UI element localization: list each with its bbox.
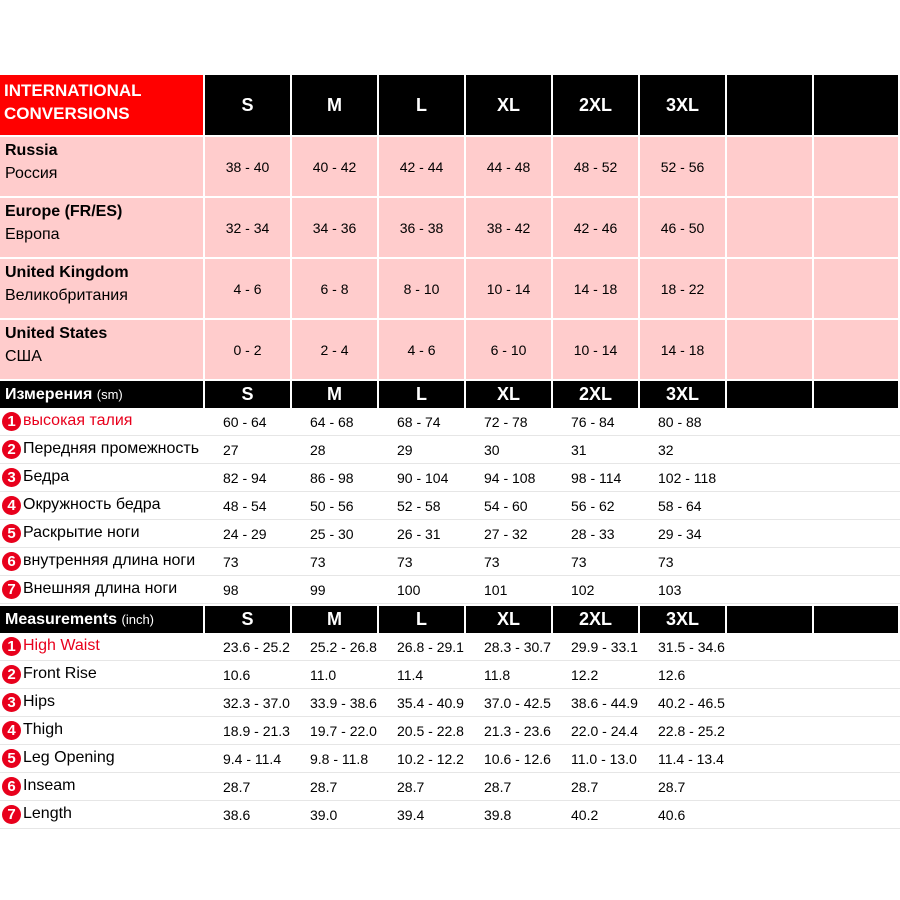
measurement-label — [0, 717, 205, 745]
measurement-value: 40.6 — [640, 801, 727, 829]
measurement-value: 22.0 - 24.4 — [553, 717, 640, 745]
number-badge-icon: 5 — [2, 524, 21, 543]
empty-cell — [814, 492, 900, 520]
measurement-value: 73 — [466, 548, 553, 576]
number-badge-icon: 2 — [2, 665, 21, 684]
empty-cell — [727, 408, 814, 436]
empty-cell — [814, 408, 900, 436]
measurement-row — [0, 745, 900, 773]
number-badge-icon: 2 — [2, 440, 21, 459]
measurement-name: Leg Opening — [23, 749, 115, 766]
measurement-value: 103 — [640, 576, 727, 604]
measurement-name: Окружность бедра — [23, 496, 161, 513]
section-unit: (inch) — [121, 611, 155, 627]
measurement-value: 11.8 — [466, 661, 553, 689]
conversion-value: 42 - 44 — [379, 135, 466, 196]
size-header: S — [205, 604, 292, 633]
size-header: M — [292, 604, 379, 633]
measurement-name: Front Rise — [23, 665, 97, 682]
measurement-value: 94 - 108 — [466, 464, 553, 492]
conversion-value: 40 - 42 — [292, 135, 379, 196]
measurement-value: 27 - 32 — [466, 520, 553, 548]
size-header: L — [379, 604, 466, 633]
conversion-value: 44 - 48 — [466, 135, 553, 196]
empty-cell — [814, 801, 900, 829]
size-header: 3XL — [640, 379, 727, 408]
section-unit: (sm) — [96, 386, 123, 402]
number-badge-icon: 6 — [2, 552, 21, 571]
measurement-value: 11.0 — [292, 661, 379, 689]
measurement-name: Thigh — [23, 721, 64, 738]
measurement-value: 64 - 68 — [292, 408, 379, 436]
measurement-value: 37.0 - 42.5 — [466, 689, 553, 717]
empty-cell — [727, 492, 814, 520]
measurement-value: 25 - 30 — [292, 520, 379, 548]
size-header: 2XL — [553, 379, 640, 408]
measurement-value: 98 - 114 — [553, 464, 640, 492]
measurement-row — [0, 717, 900, 745]
size-header: 3XL — [640, 75, 727, 135]
conversion-value: 14 - 18 — [640, 318, 727, 379]
measurement-value: 32 — [640, 436, 727, 464]
conversion-value: 8 - 10 — [379, 257, 466, 318]
empty-cell — [727, 520, 814, 548]
measurement-value: 33.9 - 38.6 — [292, 689, 379, 717]
measurement-value: 9.8 - 11.8 — [292, 745, 379, 773]
conversion-value: 10 - 14 — [466, 257, 553, 318]
measurement-value: 39.0 — [292, 801, 379, 829]
measurement-value: 28.7 — [553, 773, 640, 801]
empty-header-cell — [814, 604, 900, 633]
region-name-ru: Великобритания — [5, 287, 128, 304]
conversion-value: 18 - 22 — [640, 257, 727, 318]
number-badge-icon: 7 — [2, 805, 21, 824]
measurement-value: 24 - 29 — [205, 520, 292, 548]
empty-cell — [727, 801, 814, 829]
measurement-value: 102 - 118 — [640, 464, 727, 492]
empty-cell — [814, 257, 900, 318]
size-header: M — [292, 75, 379, 135]
size-header: 3XL — [640, 604, 727, 633]
measurement-value: 50 - 56 — [292, 492, 379, 520]
measurement-value: 12.2 — [553, 661, 640, 689]
empty-cell — [727, 257, 814, 318]
conversion-value: 10 - 14 — [553, 318, 640, 379]
size-header: XL — [466, 604, 553, 633]
conversion-value: 38 - 42 — [466, 196, 553, 257]
section-title — [0, 604, 205, 633]
measurement-value: 38.6 - 44.9 — [553, 689, 640, 717]
measurement-name: Раскрытие ноги — [23, 524, 140, 541]
section-title-text: Измерения — [5, 385, 93, 403]
empty-cell — [814, 661, 900, 689]
measurement-value: 20.5 - 22.8 — [379, 717, 466, 745]
measurement-name: Передняя промежность — [23, 440, 200, 457]
measurement-value: 28 - 33 — [553, 520, 640, 548]
measurement-row — [0, 661, 900, 689]
measurement-value: 26 - 31 — [379, 520, 466, 548]
measurement-value: 90 - 104 — [379, 464, 466, 492]
measurement-value: 40.2 - 46.5 — [640, 689, 727, 717]
empty-cell — [727, 464, 814, 492]
conversion-value: 4 - 6 — [205, 257, 292, 318]
measurement-value: 73 — [292, 548, 379, 576]
measurement-label — [0, 408, 205, 436]
size-header: 2XL — [553, 75, 640, 135]
measurement-name: Бедра — [23, 468, 70, 485]
measurement-value: 40.2 — [553, 801, 640, 829]
measurement-value: 29 — [379, 436, 466, 464]
conversion-value: 48 - 52 — [553, 135, 640, 196]
measurement-label — [0, 548, 205, 576]
region-label — [0, 318, 205, 379]
sm-section-header-row — [0, 379, 900, 408]
number-badge-icon: 4 — [2, 721, 21, 740]
empty-header-cell — [727, 604, 814, 633]
measurement-value: 28.7 — [292, 773, 379, 801]
empty-header-cell — [727, 379, 814, 408]
region-name-ru: Россия — [5, 165, 58, 182]
measurement-row — [0, 436, 900, 464]
conversion-value: 36 - 38 — [379, 196, 466, 257]
conversion-row — [0, 257, 900, 318]
measurement-value: 99 — [292, 576, 379, 604]
measurement-value: 86 - 98 — [292, 464, 379, 492]
empty-cell — [727, 661, 814, 689]
number-badge-icon: 7 — [2, 580, 21, 599]
measurement-value: 38.6 — [205, 801, 292, 829]
measurement-name: High Waist — [23, 637, 100, 654]
measurement-value: 73 — [553, 548, 640, 576]
measurement-value: 39.8 — [466, 801, 553, 829]
measurement-value: 48 - 54 — [205, 492, 292, 520]
empty-cell — [727, 745, 814, 773]
empty-cell — [814, 520, 900, 548]
region-label — [0, 135, 205, 196]
measurement-value: 73 — [205, 548, 292, 576]
measurement-value: 30 — [466, 436, 553, 464]
empty-cell — [727, 548, 814, 576]
conversion-value: 0 - 2 — [205, 318, 292, 379]
section-title-text: Measurements — [5, 610, 118, 628]
measurement-row — [0, 689, 900, 717]
size-header: S — [205, 379, 292, 408]
empty-cell — [814, 464, 900, 492]
empty-cell — [814, 548, 900, 576]
measurement-name: Внешняя длина ноги — [23, 580, 178, 597]
measurement-value: 29 - 34 — [640, 520, 727, 548]
measurement-value: 73 — [379, 548, 466, 576]
measurement-value: 25.2 - 26.8 — [292, 633, 379, 661]
measurement-row — [0, 548, 900, 576]
region-name-ru: Европа — [5, 226, 60, 243]
measurement-value: 60 - 64 — [205, 408, 292, 436]
region-name-en: United Kingdom — [5, 264, 129, 281]
measurement-label — [0, 773, 205, 801]
measurement-name: Length — [23, 805, 72, 822]
measurement-value: 28.3 - 30.7 — [466, 633, 553, 661]
conversion-row — [0, 196, 900, 257]
conversion-value: 38 - 40 — [205, 135, 292, 196]
measurement-label — [0, 576, 205, 604]
measurement-value: 101 — [466, 576, 553, 604]
empty-cell — [727, 436, 814, 464]
region-label — [0, 257, 205, 318]
measurement-value: 18.9 - 21.3 — [205, 717, 292, 745]
measurement-label — [0, 745, 205, 773]
empty-cell — [727, 717, 814, 745]
number-badge-icon: 3 — [2, 468, 21, 487]
measurement-value: 102 — [553, 576, 640, 604]
measurement-value: 28.7 — [205, 773, 292, 801]
empty-cell — [727, 689, 814, 717]
conversion-value: 32 - 34 — [205, 196, 292, 257]
empty-cell — [814, 745, 900, 773]
inch-section-header-row — [0, 604, 900, 633]
measurement-value: 82 - 94 — [205, 464, 292, 492]
measurement-value: 22.8 - 25.2 — [640, 717, 727, 745]
empty-cell — [814, 318, 900, 379]
measurement-row — [0, 520, 900, 548]
measurement-value: 19.7 - 22.0 — [292, 717, 379, 745]
empty-cell — [814, 717, 900, 745]
conversion-value: 2 - 4 — [292, 318, 379, 379]
conversion-row — [0, 318, 900, 379]
size-header: XL — [466, 75, 553, 135]
measurement-value: 28.7 — [379, 773, 466, 801]
empty-cell — [727, 318, 814, 379]
measurement-value: 100 — [379, 576, 466, 604]
region-name-en: Europe (FR/ES) — [5, 203, 123, 220]
measurement-name: Hips — [23, 693, 56, 710]
measurement-value: 23.6 - 25.2 — [205, 633, 292, 661]
measurement-name: внутренняя длина ноги — [23, 552, 196, 569]
measurement-row — [0, 633, 900, 661]
measurement-name: Inseam — [23, 777, 76, 794]
size-header: 2XL — [553, 604, 640, 633]
measurement-value: 11.0 - 13.0 — [553, 745, 640, 773]
empty-cell — [814, 689, 900, 717]
measurement-label — [0, 520, 205, 548]
measurement-value: 35.4 - 40.9 — [379, 689, 466, 717]
empty-cell — [814, 436, 900, 464]
measurement-value: 28.7 — [466, 773, 553, 801]
measurement-value: 56 - 62 — [553, 492, 640, 520]
measurement-row — [0, 576, 900, 604]
measurement-value: 9.4 - 11.4 — [205, 745, 292, 773]
region-label — [0, 196, 205, 257]
size-header: S — [205, 75, 292, 135]
conversion-value: 14 - 18 — [553, 257, 640, 318]
number-badge-icon: 3 — [2, 693, 21, 712]
conversion-value: 6 - 8 — [292, 257, 379, 318]
conversion-value: 6 - 10 — [466, 318, 553, 379]
conversion-value: 34 - 36 — [292, 196, 379, 257]
measurement-value: 31.5 - 34.6 — [640, 633, 727, 661]
measurement-value: 10.2 - 12.2 — [379, 745, 466, 773]
measurement-value: 10.6 - 12.6 — [466, 745, 553, 773]
measurement-label — [0, 661, 205, 689]
measurement-value: 32.3 - 37.0 — [205, 689, 292, 717]
measurement-value: 31 — [553, 436, 640, 464]
number-badge-icon: 4 — [2, 496, 21, 515]
region-name-en: Russia — [5, 142, 58, 159]
region-name-en: United States — [5, 325, 108, 342]
measurement-label — [0, 464, 205, 492]
measurement-row — [0, 801, 900, 829]
measurement-value: 28.7 — [640, 773, 727, 801]
empty-cell — [727, 196, 814, 257]
empty-header-cell — [727, 75, 814, 135]
measurement-row — [0, 408, 900, 436]
number-badge-icon: 1 — [2, 412, 21, 431]
empty-cell — [727, 135, 814, 196]
region-name-ru: США — [5, 348, 42, 365]
empty-cell — [727, 633, 814, 661]
conversion-value: 4 - 6 — [379, 318, 466, 379]
measurement-value: 21.3 - 23.6 — [466, 717, 553, 745]
measurement-value: 76 - 84 — [553, 408, 640, 436]
measurement-value: 11.4 - 13.4 — [640, 745, 727, 773]
measurement-value: 54 - 60 — [466, 492, 553, 520]
measurement-value: 39.4 — [379, 801, 466, 829]
measurement-row — [0, 464, 900, 492]
measurement-label — [0, 492, 205, 520]
measurement-label — [0, 436, 205, 464]
measurement-value: 29.9 - 33.1 — [553, 633, 640, 661]
conversion-row — [0, 135, 900, 196]
empty-cell — [727, 773, 814, 801]
measurement-label — [0, 801, 205, 829]
empty-cell — [814, 135, 900, 196]
conversion-value: 46 - 50 — [640, 196, 727, 257]
size-header: M — [292, 379, 379, 408]
conversion-title: INTERNATIONAL CONVERSIONS — [0, 75, 205, 135]
empty-header-cell — [814, 75, 900, 135]
measurement-value: 58 - 64 — [640, 492, 727, 520]
empty-cell — [814, 576, 900, 604]
empty-header-cell — [814, 379, 900, 408]
empty-cell — [814, 633, 900, 661]
measurement-value: 80 - 88 — [640, 408, 727, 436]
conversion-value: 52 - 56 — [640, 135, 727, 196]
size-header: L — [379, 379, 466, 408]
measurement-value: 26.8 - 29.1 — [379, 633, 466, 661]
measurement-value: 98 — [205, 576, 292, 604]
empty-cell — [814, 196, 900, 257]
number-badge-icon: 5 — [2, 749, 21, 768]
measurement-value: 10.6 — [205, 661, 292, 689]
measurement-value: 28 — [292, 436, 379, 464]
empty-cell — [727, 576, 814, 604]
measurement-value: 68 - 74 — [379, 408, 466, 436]
conversion-value: 42 - 46 — [553, 196, 640, 257]
measurement-label — [0, 633, 205, 661]
number-badge-icon: 1 — [2, 637, 21, 656]
measurement-value: 72 - 78 — [466, 408, 553, 436]
measurement-value: 52 - 58 — [379, 492, 466, 520]
measurement-name: высокая талия — [23, 412, 133, 429]
measurement-value: 73 — [640, 548, 727, 576]
size-header: XL — [466, 379, 553, 408]
measurement-value: 11.4 — [379, 661, 466, 689]
measurement-value: 12.6 — [640, 661, 727, 689]
measurement-row — [0, 492, 900, 520]
number-badge-icon: 6 — [2, 777, 21, 796]
measurement-row — [0, 773, 900, 801]
measurement-label — [0, 689, 205, 717]
section-title — [0, 379, 205, 408]
conversion-header-row — [0, 75, 900, 135]
measurement-value: 27 — [205, 436, 292, 464]
empty-cell — [814, 773, 900, 801]
size-header: L — [379, 75, 466, 135]
size-chart-table — [0, 75, 900, 829]
